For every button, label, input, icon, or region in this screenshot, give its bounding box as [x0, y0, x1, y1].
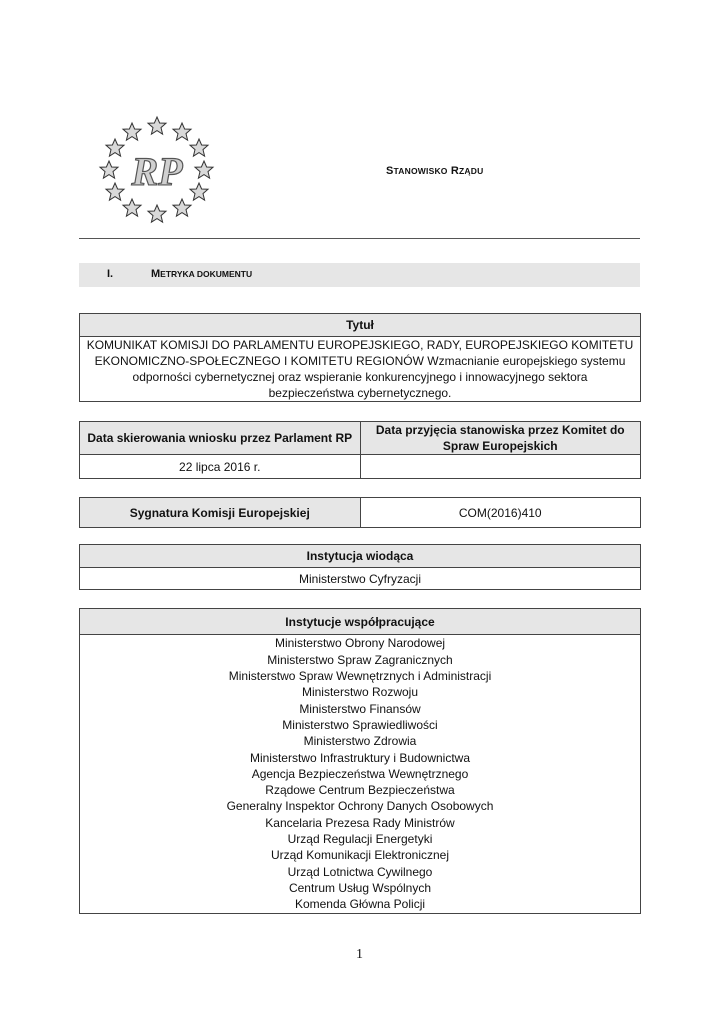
lead-institution-table: [79, 544, 641, 590]
list-item: Kancelaria Prezesa Rady Ministrów: [265, 815, 455, 830]
list-item: Ministerstwo Zdrowia: [303, 734, 417, 749]
section-heading: [79, 263, 640, 287]
list-item: Urząd Lotnictwa Cywilnego: [287, 864, 433, 879]
list-item: Ministerstwo Rozwoju: [301, 685, 419, 700]
stars-ring-icon: [96, 115, 218, 225]
title-text: KOMUNIKAT KOMISJI DO PARLAMENTU EUROPEJSKIEGO, RADY, EUROPEJSKIEGO KOMITETU EKONOMICZNO-SPOŁECZNEGO I KOMITETU REGIONÓW Wzmacnianie europejskiego systemu odporności cybernetycznej oraz wspieranie konkurencyjnego i innowacyjnego sektora bezpieczeństwa cybernetycznego.: [80, 337, 641, 402]
title-heading: Tytuł: [80, 314, 641, 337]
rp-logo: [96, 115, 218, 225]
lead-institution-heading: Instytucja wiodąca: [80, 545, 641, 568]
page-number: 1: [356, 947, 363, 962]
referral-date-heading: Data skierowania wniosku przez Parlament RP: [80, 422, 361, 455]
list-item: Ministerstwo Spraw Zagranicznych: [267, 652, 453, 667]
list-item: Ministerstwo Sprawiedliwości: [282, 717, 438, 732]
list-item: Urząd Komunikacji Elektronicznej: [270, 848, 450, 863]
logo-text: RP: [131, 149, 183, 194]
list-item: Rządowe Centrum Bezpieczeństwa: [265, 783, 455, 798]
list-item: Ministerstwo Spraw Wewnętrznych i Administracji: [228, 669, 492, 684]
section-title: METRYKA DOKUMENTU: [151, 268, 253, 280]
list-item: Urząd Regulacji Energetyki: [287, 832, 433, 847]
header-divider: [79, 238, 640, 239]
adoption-date-heading: Data przyjęcia stanowiska przez Komitet do Spraw Europejskich: [360, 422, 641, 455]
referral-date-value: 22 lipca 2016 r.: [80, 455, 361, 479]
list-item: Agencja Bezpieczeństwa Wewnętrznego: [251, 766, 469, 781]
adoption-date-value: [360, 455, 641, 479]
dates-table: [79, 421, 641, 479]
section-number: I.: [107, 268, 114, 280]
title-table: [79, 313, 641, 402]
list-item: Ministerstwo Obrony Narodowej: [274, 636, 446, 651]
document-title: STANOWISKO RZĄDU: [386, 165, 484, 177]
cooperating-institutions-table: [79, 608, 641, 914]
signature-value: COM(2016)410: [360, 498, 641, 528]
cooperating-institutions-heading: Instytucje współpracujące: [80, 609, 641, 635]
signature-table: [79, 497, 641, 528]
signature-label: Sygnatura Komisji Europejskiej: [80, 498, 361, 528]
cooperating-institutions-list: [80, 635, 641, 914]
list-item: Centrum Usług Wspólnych: [288, 880, 432, 895]
list-item: Ministerstwo Finansów: [299, 701, 421, 716]
lead-institution-value: Ministerstwo Cyfryzacji: [80, 568, 641, 590]
list-item: Ministerstwo Infrastruktury i Budownictwa: [249, 750, 471, 765]
list-item: Komenda Główna Policji: [294, 897, 426, 912]
list-item: Generalny Inspektor Ochrony Danych Osobowych: [226, 799, 494, 814]
